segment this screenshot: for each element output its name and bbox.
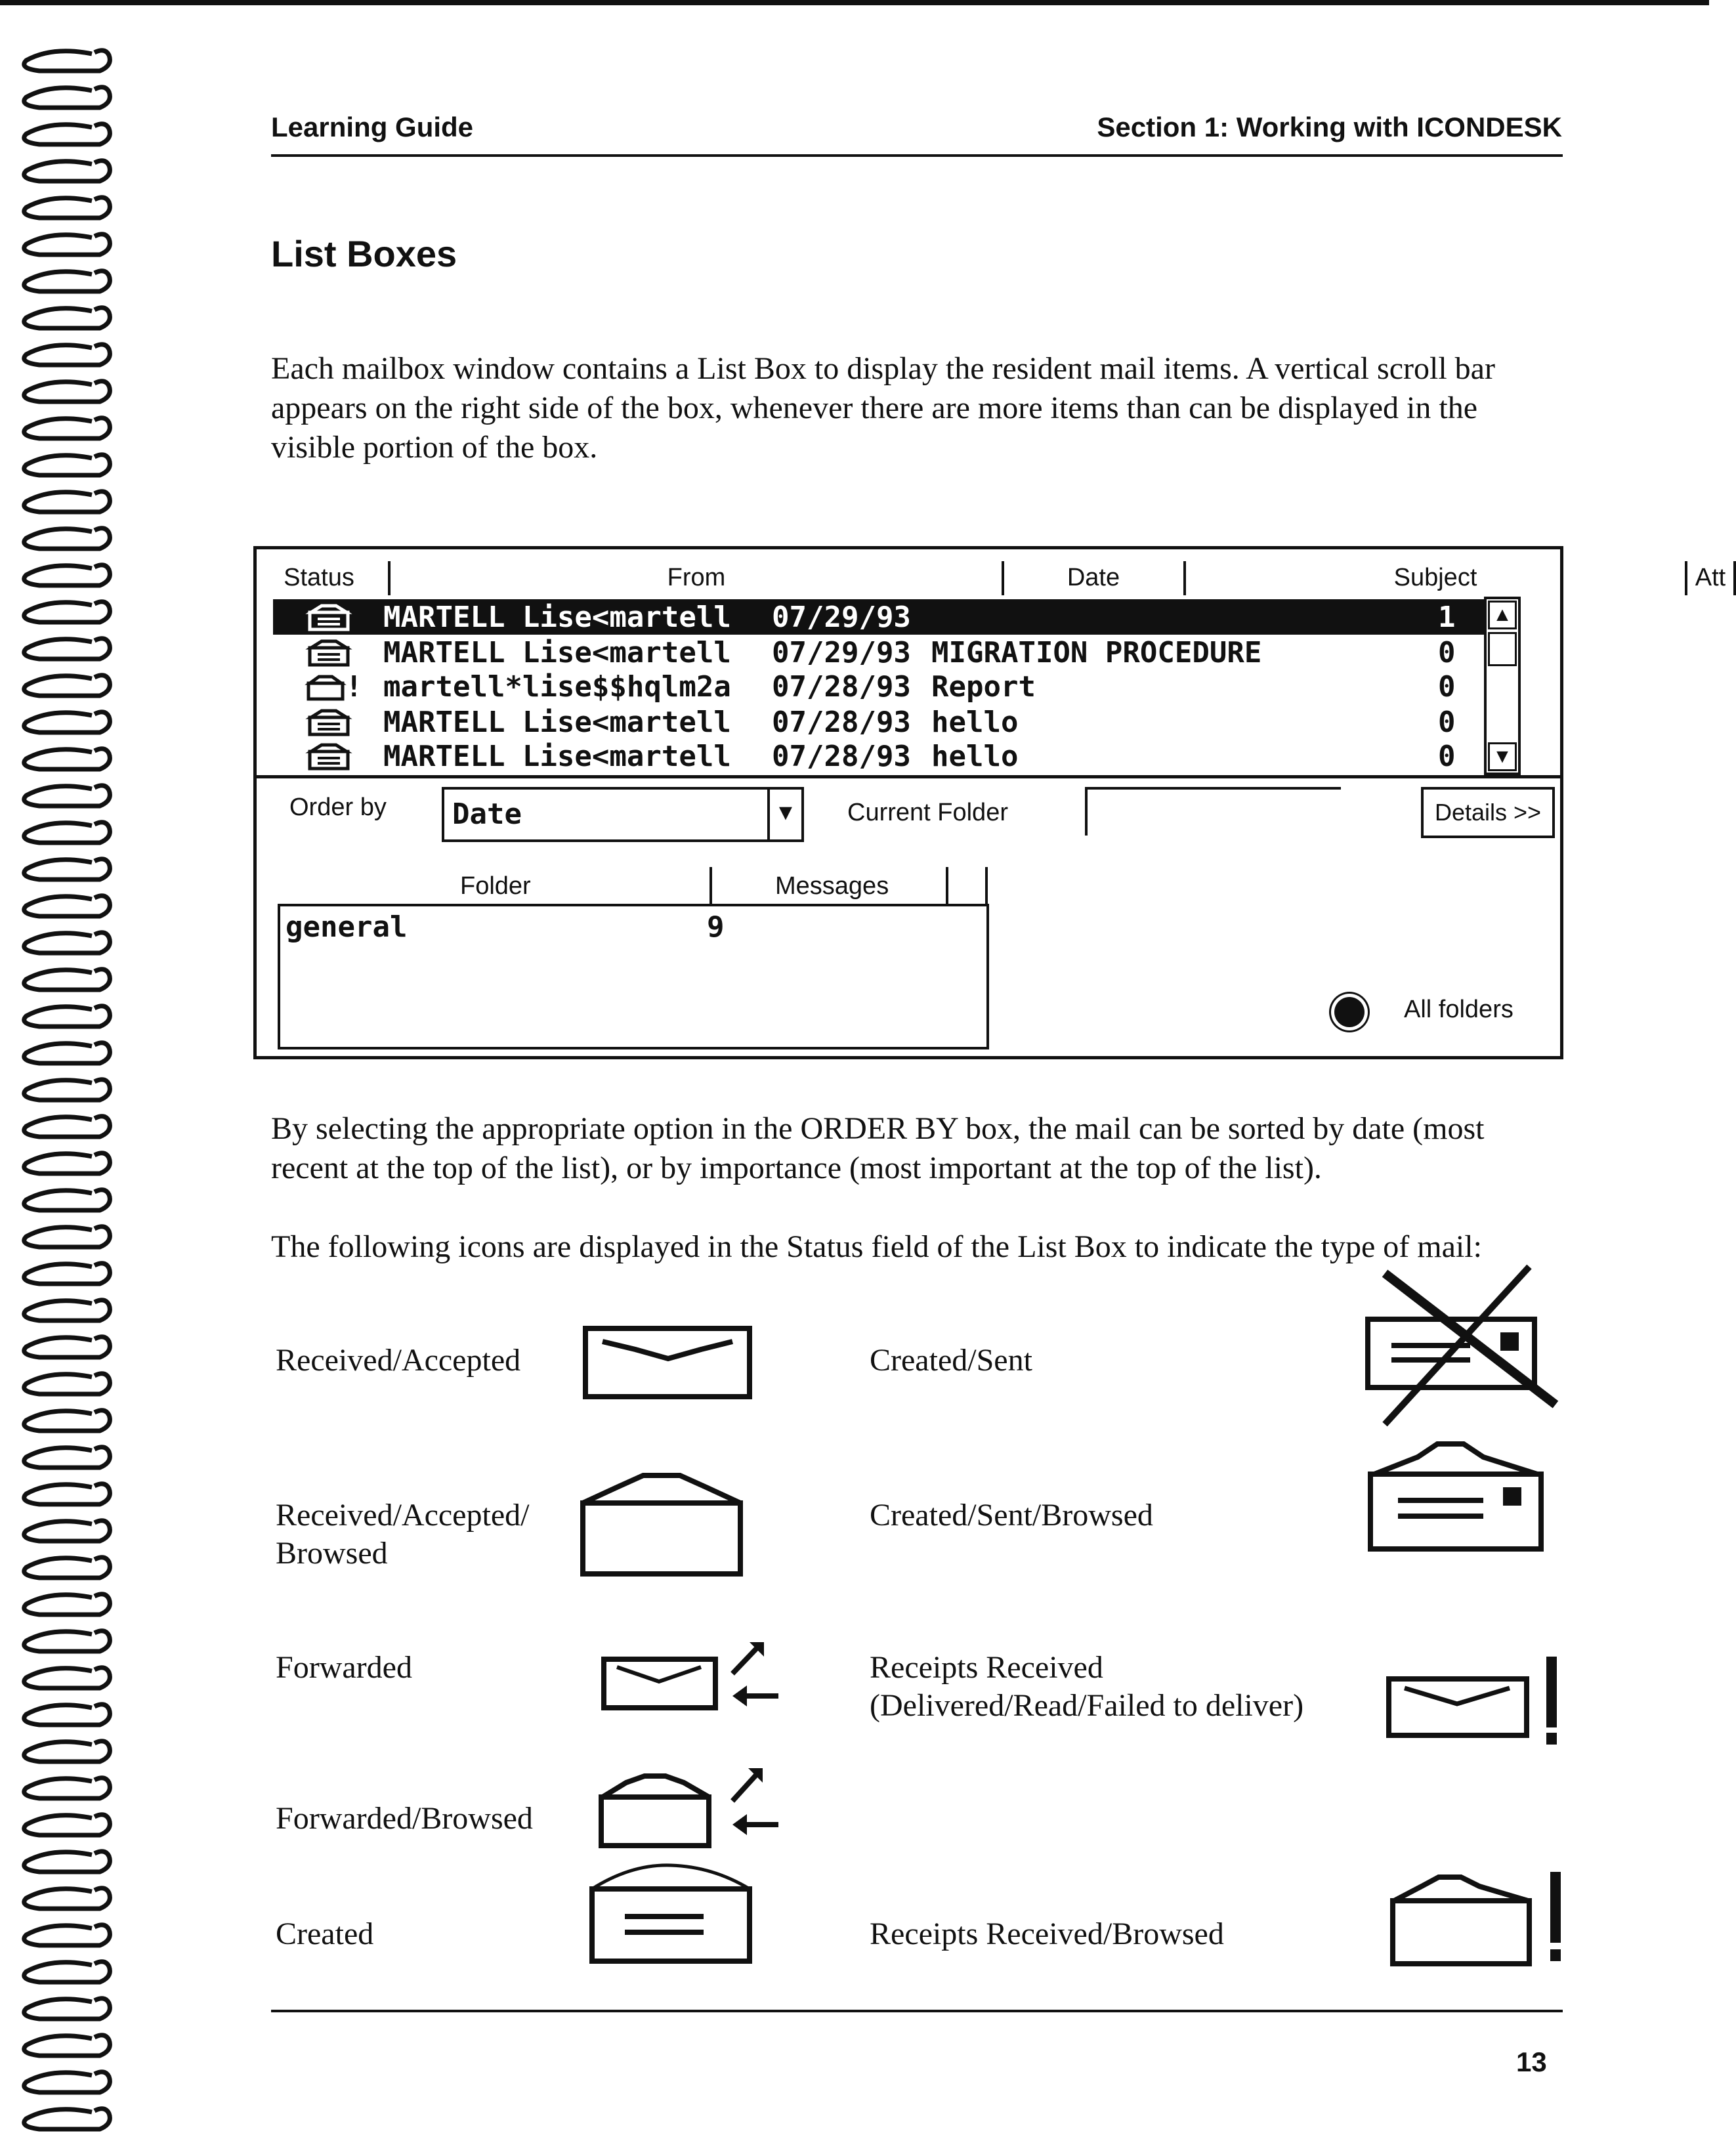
att-cell: 0	[1438, 706, 1456, 739]
binding-coil	[24, 234, 110, 255]
binding-coil	[24, 308, 110, 328]
legend-label: Received/Accepted	[276, 1343, 521, 1378]
receipts-received-browsed-icon	[1389, 1864, 1566, 1969]
mail-row[interactable]	[273, 704, 1484, 740]
binding-coil	[24, 51, 110, 71]
subject-cell: hello	[931, 740, 1019, 773]
binding-coil	[24, 749, 110, 769]
header-rule	[271, 154, 1563, 157]
binding-coil	[24, 602, 110, 622]
binding-coil	[24, 969, 110, 990]
binding-coil	[24, 565, 110, 585]
date-cell: 07/28/93	[772, 706, 911, 739]
binding-coil	[24, 1227, 110, 1247]
subject-cell: MIGRATION PROCEDURE	[931, 636, 1262, 669]
binding-coil	[24, 87, 110, 108]
binding-coil	[24, 1190, 110, 1210]
binding-coil	[24, 1006, 110, 1027]
column-header-status[interactable]: Status	[284, 564, 354, 591]
received-accepted-browsed-icon	[578, 1468, 746, 1578]
footer-rule	[271, 2010, 1563, 2012]
browsed-envelope-icon	[306, 708, 352, 737]
current-folder-field[interactable]	[1085, 787, 1341, 836]
binding-coil	[24, 1521, 110, 1541]
forwarded-icon	[601, 1638, 782, 1722]
created-sent-browsed-icon	[1365, 1437, 1546, 1553]
order-by-select[interactable]	[442, 787, 804, 842]
binding-coil	[24, 418, 110, 438]
binding-coil	[24, 492, 110, 512]
binding-coil	[24, 1815, 110, 1835]
legend-label: Forwarded/Browsed	[276, 1801, 533, 1836]
page-number: 13	[1516, 2046, 1547, 2077]
binding-coil	[24, 1263, 110, 1284]
subject-cell: hello	[931, 706, 1019, 739]
date-cell: 07/29/93	[772, 636, 911, 669]
binding-coil	[24, 786, 110, 806]
binding-coil	[24, 1668, 110, 1688]
subject-cell: Report	[931, 670, 1036, 704]
binding-coil	[24, 161, 110, 181]
vertical-scrollbar[interactable]	[1484, 597, 1521, 775]
binding-coil	[24, 896, 110, 916]
binding-coil	[24, 1080, 110, 1100]
binding-coil	[24, 345, 110, 365]
legend-label: Receipts Received (Delivered/Read/Failed to deliver)	[870, 1650, 1304, 1723]
all-folders-label[interactable]: All folders	[1404, 996, 1514, 1023]
order-by-value: Date	[452, 797, 522, 831]
column-header-messages[interactable]: Messages	[775, 872, 889, 900]
binding-coil	[24, 1852, 110, 1872]
legend-label: Created/Sent	[870, 1343, 1032, 1378]
binding-coil	[24, 1337, 110, 1357]
legend-label: Created	[276, 1917, 374, 1951]
att-cell: 0	[1438, 636, 1456, 669]
binding-coil	[24, 1594, 110, 1615]
scroll-up-button[interactable]: ▲	[1488, 601, 1517, 629]
column-separator[interactable]	[1733, 561, 1736, 595]
binding-coil	[24, 1557, 110, 1578]
created-sent-icon	[1359, 1260, 1569, 1431]
binding-coil	[24, 1999, 110, 2019]
all-folders-radio[interactable]	[1334, 997, 1365, 1027]
from-cell: MARTELL Lise<martell	[383, 601, 731, 634]
legend-label: Created/Sent/Browsed	[870, 1498, 1153, 1533]
details-button[interactable]: Details >>	[1421, 787, 1555, 838]
binding-coil	[24, 1962, 110, 1982]
received-accepted-icon	[583, 1326, 752, 1399]
scroll-down-button[interactable]: ▼	[1488, 742, 1517, 771]
column-header-subject[interactable]: Subject	[1393, 564, 1477, 591]
legend-label: Receipts Received/Browsed	[870, 1917, 1224, 1951]
from-cell: MARTELL Lise<martell	[383, 740, 731, 773]
forwarded-browsed-icon	[597, 1759, 782, 1851]
legend-label: Received/Accepted/ Browsed	[276, 1498, 530, 1571]
column-header-att[interactable]: Att	[1695, 564, 1726, 591]
mail-row[interactable]	[273, 599, 1484, 635]
binding-coil	[24, 2109, 110, 2129]
mail-list	[273, 597, 1484, 775]
column-separator[interactable]	[388, 561, 391, 595]
column-header-folder[interactable]: Folder	[460, 872, 531, 900]
binding-coil	[24, 1116, 110, 1137]
date-cell: 07/29/93	[772, 601, 911, 634]
binding-coil	[24, 1778, 110, 1798]
icons-intro-paragraph: The following icons are displayed in the Status field of the List Box to indicate the type of mail:	[271, 1229, 1482, 1264]
mail-row[interactable]	[273, 669, 1484, 704]
folder-message-count: 9	[707, 910, 725, 944]
binding-coil	[24, 1447, 110, 1468]
binding-coil	[24, 2035, 110, 2056]
spiral-binding	[13, 39, 118, 2133]
binding-coil	[24, 381, 110, 402]
running-header-left: Learning Guide	[271, 112, 474, 142]
binding-coil	[24, 675, 110, 696]
binding-coil	[24, 1741, 110, 1762]
from-cell: MARTELL Lise<martell	[383, 636, 731, 669]
binding-coil	[24, 822, 110, 843]
date-cell: 07/28/93	[772, 670, 911, 704]
page-title: List Boxes	[271, 233, 457, 274]
status-mark: !	[345, 670, 363, 704]
chevron-down-icon[interactable]: ▼	[767, 790, 801, 839]
att-cell: 0	[1438, 670, 1456, 704]
column-separator[interactable]	[985, 867, 988, 905]
legend-label: Forwarded	[276, 1650, 412, 1685]
binding-coil	[24, 124, 110, 144]
order-by-paragraph: By selecting the appropriate option in the ORDER BY box, the mail can be sorted by date (most recent at the top of the list), or by importance (most important at the top of the list).	[271, 1111, 1485, 1185]
date-cell: 07/28/93	[772, 740, 911, 773]
order-by-label: Order by	[289, 794, 387, 821]
binding-coil	[24, 455, 110, 475]
folder-list	[278, 904, 989, 1049]
list-divider	[257, 775, 1560, 778]
binding-coil	[24, 933, 110, 953]
page-top-edge	[0, 0, 1709, 5]
scroll-thumb[interactable]	[1488, 632, 1517, 666]
binding-coil	[24, 1410, 110, 1431]
binding-coil	[24, 1705, 110, 1725]
binding-coil	[24, 1925, 110, 1945]
column-separator[interactable]	[946, 867, 948, 905]
binding-coil	[24, 1043, 110, 1063]
status-cell	[306, 742, 358, 778]
mail-row[interactable]	[273, 738, 1484, 774]
binding-coil	[24, 1300, 110, 1321]
receipts-received-icon	[1385, 1654, 1562, 1748]
att-cell: 0	[1438, 740, 1456, 773]
binding-coil	[24, 198, 110, 218]
intro-paragraph: Each mailbox window contains a List Box to display the resident mail items. A vertical scroll bar appears on the right side of the box, whenever there are more items than can be displayed in the visible portion of the box.	[271, 351, 1495, 465]
column-header-from[interactable]: From	[667, 564, 726, 591]
binding-coil	[24, 1374, 110, 1394]
column-separator[interactable]	[709, 867, 712, 905]
browsed-envelope-icon	[306, 639, 352, 667]
running-header-right: Section 1: Working with ICONDESK	[1097, 112, 1562, 142]
folder-name[interactable]: general	[286, 910, 408, 944]
binding-coil	[24, 1484, 110, 1504]
att-cell: 1	[1438, 601, 1456, 634]
binding-coil	[24, 271, 110, 291]
binding-coil	[24, 712, 110, 732]
mailbox-window	[253, 546, 1726, 1059]
column-header-date[interactable]: Date	[1067, 564, 1120, 591]
binding-coil	[24, 1153, 110, 1174]
status-cell	[306, 603, 358, 639]
current-folder-label: Current Folder	[847, 799, 1008, 826]
from-cell: martell*lise$$hqlm2a	[383, 670, 731, 704]
created-icon	[585, 1861, 759, 1966]
binding-coil	[24, 1631, 110, 1651]
binding-coil	[24, 639, 110, 659]
binding-coil	[24, 1888, 110, 1909]
browsed-envelope-icon	[306, 742, 352, 771]
binding-coil	[24, 2072, 110, 2092]
browsed-envelope-icon	[306, 603, 352, 632]
column-separator[interactable]	[1002, 561, 1004, 595]
mail-row[interactable]	[273, 635, 1484, 670]
binding-coil	[24, 528, 110, 549]
binding-coil	[24, 859, 110, 879]
from-cell: MARTELL Lise<martell	[383, 706, 731, 739]
